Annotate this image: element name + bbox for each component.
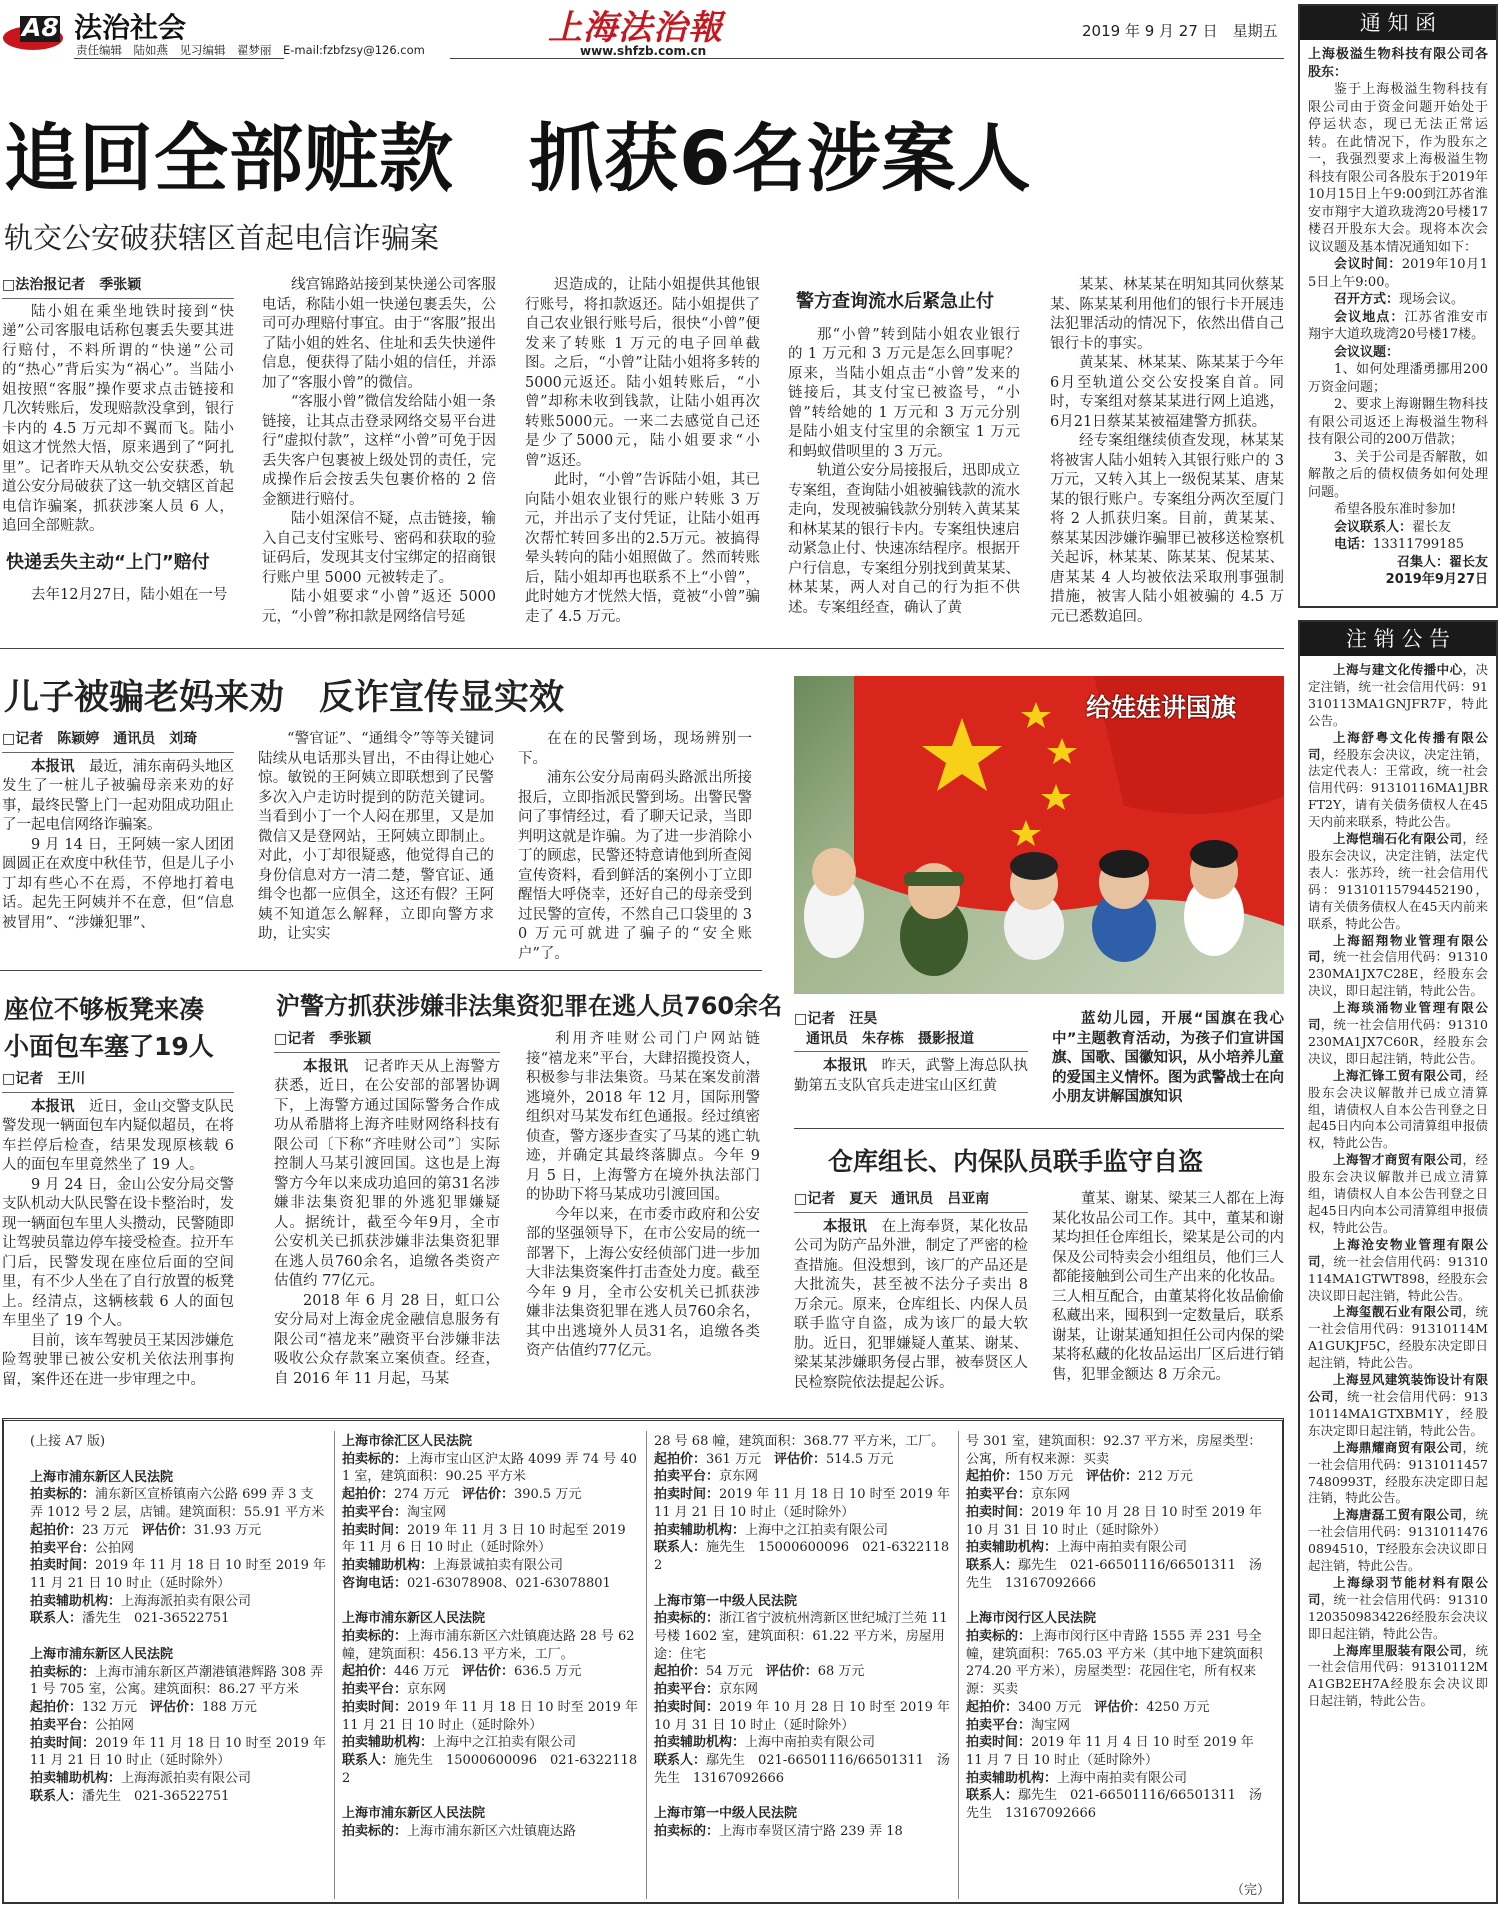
notice-title: 通 知 函 (1300, 6, 1496, 40)
auction-field: 拍卖时间：2019 年 11 月 18 日 10 时至 2019 年 11 月 21 日 10 时止（延时除外） (342, 1699, 638, 1733)
auction-divider-1 (334, 1431, 335, 1899)
auction-field: 拍卖标的：上海市浦东新区六灶镇鹿达路 28 号 62 幢，建筑面积：456.13 平方米，工厂。 (342, 1629, 635, 1662)
lead-col-4 (788, 276, 1020, 632)
auction-field: 起拍价：446 万元 评估价：636.5 万元 (342, 1664, 582, 1680)
paragraph: 上海韶翔物业管理有限公司，统一社会信用代码：91310230MA1JX7C28E，经股东会决议，即日起注销，特此公告。 (1308, 932, 1488, 999)
story3-col-1: □记者 王川 本报讯 近日，金山交警支队民警发现一辆面包车内疑似超员，在将车拦停后检查，结果发现原核载 6 人的面包车里竟然坐了 19 人。 9 月 24 日，金山公安分局交警支队机动大队民警在设卡整治时，发现一辆面包车里人头攒动，民警随即让驾驶员靠边停车接受检查。拉开车门后，民警发现在座位后面的空间里，有不少人坐在了自行放置的板凳上。经清点，这辆核载 6 人的面包车里坐了 19 个人。 目前，该车驾驶员王某因涉嫌危险驾驶罪已被公安机关依法刑事拘留，案件还在进一步审理之中。 (2, 1070, 234, 1410)
auction-field: 拍卖平台：淘宝网 (966, 1717, 1071, 1733)
auction-field: 拍卖辅助机构：上海中南拍卖有限公司 (966, 1770, 1188, 1786)
paragraph: 9 月 14 日，王阿姨一家人团团圆圆正在欢度中秋佳节，但是儿子小丁却有些心不在焉，不停地打着电话。起先王阿姨并不在意，但“信息被冒用”、“涉嫌犯罪”、 (2, 836, 234, 931)
auction-field: 联系人：鄢先生 021-66501116/66501311 汤先生 13167092666 (966, 1788, 1262, 1822)
paragraph: 蓝幼儿园，开展“国旗在我心中”主题教育活动，为孩子们宣讲国旗、国歌、国徽知识，从小培养儿童的爱国主义情怀。图为武警战士在向小朋友讲解国旗知识 (1052, 1011, 1284, 1105)
paragraph: 本报讯 在上海奉贤，某化妆品公司为防产品外泄，制定了严密的检查措施。但没想到，该厂的产品还是大批流失，甚至被不法分子卖出 8 万余元。原来，仓库组长、内保人员联手监守自盗，成为该厂的最大软肋。近日，犯罪嫌疑人董某、谢某、梁某某涉嫌职务侵占罪，被奉贤区人民检察院依法提起公诉。 (794, 1217, 1028, 1391)
story5-top-rule (794, 1128, 1284, 1129)
auction-field: 联系人：潘先生 021-36522751 (30, 1611, 230, 1627)
paragraph: 本报讯 记者昨天从上海警方获悉，近日，在公安部的部署协调下，上海警方通过国际警务合作成功从希腊将上海齐哇财网络科技有限公司〔下称“齐哇财公司”〕实际控制人马某引渡回国。这也是上海警方今年以来成功追回的第31名涉嫌非法集资犯罪的外逃犯罪嫌疑人。据统计，截至今年9月，全市公安机关已抓获涉嫌非法集资犯罪在逃人员760余名，追缴各类资产估值约 77亿元。 (274, 1057, 500, 1289)
paragraph: 本报讯 最近，浦东南码头地区发生了一桩儿子被骗母亲来劝的好事，最终民警上门一起劝阻成功阻止了一起电信网络诈骗案。 (2, 757, 234, 833)
lead-col-2 (262, 276, 496, 632)
paragraph: 会议地点：江苏省淮安市翔宇大道玖珑湾20号楼17楼。 (1308, 309, 1488, 342)
lead-col-1: □法治报记者 季张颖 陆小姐在乘坐地铁时接到“快递”公司客服电话称包裹丢失要其进行赔付，不料所谓的“快递”公司的“热心”背后实为“祸心”。当陆小姐按照“客服”操作要求点击链接和几次转账后，发现赔款没拿到，银行卡内的 4.5 万元却不翼而飞。陆小姐这才恍然大悟，原来遇到了“阿扎里”。记者昨天从轨交公安获悉，轨道公安分局破获了这一轨交辖区首起电信诈骗案，抓获涉案人员 6 人，追回全部赃款。 快递丢失主动“上门”赔付 去年12月27日，陆小姐在一号 (2, 276, 234, 626)
auction-field: 拍卖标的：上海市浦东新区六灶镇鹿达路 (342, 1824, 577, 1840)
lead-col-3 (525, 276, 760, 632)
masthead-rule (74, 58, 284, 59)
paragraph: 上海昱风建筑装饰设计有限公司，统一社会信用代码：91310114MA1GTXBM1Y，经股东决定即日起注销，特此公告。 (1308, 1372, 1488, 1438)
paragraph: 9 月 24 日，金山公安分局交警支队机动大队民警在设卡整治时，发现一辆面包车里人头攒动，民警随即让驾驶员靠边停车接受检查。拉开车门后，民警发现在座位后面的空间里，有不少人坐在了自行放置的板凳上。经清点，这辆核载 6 人的面包车里坐了 19 个人。 (2, 1176, 234, 1329)
paragraph: 上海舒粤文化传播有限公司，经股东会决议，决定注销，法定代表人：王常政，统一社会信用代码：91310116MA1JBRFT2Y，请有关债务债权人在45天内前来联系，特此公告。 (1308, 729, 1488, 830)
issue-date: 2019 年 9 月 27 日 星期五 (1082, 22, 1278, 40)
auction-field: 拍卖平台：淘宝网 (342, 1504, 447, 1520)
auction-field: 起拍价：3400 万元 评估价：4250 万元 (966, 1699, 1210, 1715)
auction-field: 拍卖标的：浦东新区宣桥镇南六公路 699 弄 3 支弄 1012 号 2 层，店铺。建筑面积：55.91 平方米 (30, 1487, 325, 1521)
auction-field: 拍卖辅助机构：上海中之江拍卖有限公司 (342, 1735, 577, 1751)
auction-field: 拍卖平台：京东网 (654, 1469, 759, 1485)
auction-field: 拍卖标的：上海市宝山区沪太路 4099 弄 74 号 401 室，建筑面积：90.25 平方米 (342, 1451, 637, 1485)
paragraph: 会议议题： (1334, 344, 1400, 360)
auction-field: 联系人：鄢先生 021-66501116/66501311 汤先生 13167092666 (966, 1557, 1262, 1591)
paragraph: 某某、林某某在明知其同伙蔡某某、陈某某利用他们的银行卡开展违法犯罪活动的情况下，依然出借自己银行卡的事实。 (1050, 277, 1284, 352)
paragraph: 上海琰涌物业管理有限公司，统一社会信用代码：91310230MA1JX7C60R，经股东会决议，即日起注销，特此公告。 (1308, 1000, 1488, 1066)
masthead-rule-2 (450, 58, 1284, 59)
paragraph: 上海智才商贸有限公司，经股东会决议解散并已成立清算组，请债权人自本公告刊登之日起45日内向本公司清算组申报债权，特此公告。 (1308, 1152, 1488, 1235)
story2-headline: 儿子被骗老妈来劝 反诈宣传显实效 (4, 678, 565, 718)
website: www.shfzb.com.cn (580, 44, 707, 58)
auction-field: 起拍价：54 万元 评估价：68 万元 (654, 1664, 865, 1680)
auction-text: 28 号 68 幢，建筑面积：368.77 平方米，工厂。 (654, 1434, 945, 1449)
paragraph: 陆小姐深信不疑，点击链接，输入自己支付宝账号、密码和获取的验证码后，发现其支付宝绑定的招商银行账户里 5000 元被转走了。 (262, 511, 496, 586)
story4-headline: 沪警方抓获涉嫌非法集资犯罪在逃人员760余名 (276, 992, 783, 1020)
auction-field: 拍卖时间：2019 年 11 月 18 日 10 时至 2019 年 11 月 21 日 10 时止（延时除外） (30, 1558, 326, 1591)
cancel-box (1298, 620, 1498, 1904)
paragraph: 经专案组继续侦查发现，林某某将被害人陆小姐转入其银行账户的 3 万元，又转入其上一级倪某某、唐某某的银行账户。专案组分两次至厦门将 2 人抓获归案。目前，黄某某、蔡某某因涉嫌诈骗罪已被移送检察机关起诉，林某某、陈某某、倪某某、唐某某 4 人均被依法采取刑事强制措施，被害人陆小姐被骗的 4.5 万元已悉数追回。 (1050, 433, 1284, 625)
paragraph: 陆小姐要求“小曾”返还 5000 元，“小曾”称扣款是网络信号延 (262, 589, 496, 625)
auction-field: 拍卖时间：2019 年 10 月 28 日 10 时至 2019 年 10 月 31 日 10 时止（延时除外） (654, 1699, 951, 1733)
auction-divider-2 (646, 1431, 647, 1899)
auction-divider-3 (958, 1431, 959, 1899)
auction-col-3 (654, 1433, 952, 1901)
paragraph: 今年以来，在市委市政府和公安部的坚强领导下，在市公安局的统一部署下，上海公安经侦部门进一步加大非法集资案件打击查处力度。截至今年 9 月，全市公安机关已抓获涉嫌非法集资犯罪在逃人员760余名，其中出逃境外人员31名，追缴各类资产估值约77亿元。 (526, 1206, 760, 1359)
auction-end: （完） (1230, 1883, 1270, 1898)
story2-col-1: □记者 陈颖婷 通讯员 刘琦 本报讯 最近，浦东南码头地区发生了一桩儿子被骗母亲来劝的好事，最终民警上门一起劝阻成功阻止了一起电信网络诈骗案。 9 月 14 日，王阿姨一家人团团圆圆正在欢度中秋佳节，但是儿子小丁却有些心不在焉，不停地打着电话。起先王阿姨并不在意，但“信息被冒用”、“涉嫌犯罪”、 (2, 730, 234, 965)
paragraph: 此时，“小曾”告诉陆小姐，其已向陆小姐农业银行的账户转账 3 万元，并出示了支付凭证，让陆小姐再次帮忙转回多出的2.5万元。被搞得晕头转向的陆小姐照做了。然而转账后，陆小姐却再也联系不上“小曾”，此时她方才恍然大悟，竟被“小曾”骗走了 4.5 万元。 (525, 472, 760, 625)
paragraph: 上海库里服装有限公司，统一社会信用代码：91310112MA1GB2EH7A经股东会决议即日起注销，特此公告。 (1308, 1642, 1488, 1709)
paragraph: 2018 年 6 月 28 日，虹口公安分局对上海金虎金融信息服务有限公司“禧龙来”融资平台涉嫌非法吸收公众存款案立案侦查。经查，自 2016 年 11 月起，马某 (274, 1292, 500, 1387)
auction-court: 上海市浦东新区人民法院 (30, 1469, 174, 1485)
paragraph: 陆小姐在乘坐地铁时接到“快递”公司客服电话称包裹丢失要其进行赔付，不料所谓的“快递”公司的“热心”背后实为“祸心”。当陆小姐按照“客服”操作要求点击链接和几次转账后，发现赔款没拿到，银行卡内的 4.5 万元却不翼而飞。陆小姐这才恍然大悟，原来遇到了“阿扎里”。记者昨天从轨交公安获悉，轨道公安分局破获了这一轨交辖区首起电信诈骗案，抓获涉案人员 6 人，追回全部赃款。 (2, 303, 234, 534)
auction-field: 拍卖辅助机构：上海海派拍卖有限公司 (30, 1770, 252, 1786)
auction-field: 拍卖辅助机构：上海海派拍卖有限公司 (30, 1593, 252, 1609)
paragraph: 希望各股东准时参加! (1334, 502, 1457, 517)
paragraph: 黄某某、林某某、陈某某于今年6月至轨道公交公安投案自首。同时，专案组对蔡某某进行网上追逃，6月21日蔡某某被福建警方抓获。 (1050, 355, 1284, 430)
photo-col-2 (1052, 1010, 1284, 1120)
auction-field: 拍卖时间：2019 年 11 月 18 日 10 时至 2019 年 11 月 21 日 10 时止（延时除外） (654, 1487, 951, 1520)
paragraph: “客服小曾”微信发给陆小姐一条链接，让其点击登录网络交易平台进行“虚拟付款”，这样“小曾”可免于因丢失客户包裹被上级处罚的责任，完成操作后会按丢失包裹价格的 2 倍金额进行赔付。 (262, 394, 496, 508)
auction-field: 起拍价：23 万元 评估价：31.93 万元 (30, 1522, 262, 1538)
auction-field: 拍卖平台：公拍网 (30, 1717, 135, 1733)
notice-box: 通 知 函 上海极溢生物科技有限公司各股东： 鉴于上海极溢生物科技有限公司由于资金问题开始处于停运状态，现已无法正常运转。在此情况下，作为股东之一，我强烈要求上海极溢生物科技有限公司各股东于2019年10月15日上午9:00到江苏省淮安市翔宇大道玖珑湾20号楼17楼召开股东大会。现将本次会议议题及基本情况通知如下： 会议时间：2019年10月15日上午9:00。 召开方式：现场会议。 会议地点：江苏省淮安市翔宇大道玖珑湾20号楼17楼。 会议议题： 1、如何处理潘勇挪用200万资金问题； 2、要求上海谢翾生物科技有限公司返还上海极溢生物科技有限公司的200万借款； 3、关于公司是否解散，如解散之后的债权债务如何处理问题。 希望各股东准时参加! 会议联系人：翟长友 电话：13311799185 召集人：翟长友 2019年9月27日 (1298, 4, 1498, 608)
paragraph: 上海与建文化传播中心，决定注销，统一社会信用代码：91310113MA1GNJFR7F，特此公告。 (1308, 662, 1488, 728)
section-title: 法治社会 (74, 11, 187, 44)
lead-subtitle-1: 快递丢失主动“上门”赔付 (6, 551, 210, 573)
auction-field: 拍卖平台：京东网 (342, 1682, 447, 1698)
paragraph: 那“小曾”转到陆小姐农业银行的 1 万元和 3 万元是怎么回事呢？原来，当陆小姐点击“小曾”发来的链接后，其支付宝已被盗号，“小曾”转给她的 1 万元和 3 万元分别是陆小姐支付宝里的余额宝 1 万元和蚂蚁借呗里的 3 万元。 (788, 326, 1020, 460)
auction-field: 起拍价：274 万元 评估价：390.5 万元 (342, 1487, 582, 1503)
paragraph: 利用齐哇财公司门户网站链接“禧龙来”平台，大肆招揽投资人，积极参与非法集资。马某在案发前潜逃境外，2018 年 12 月，国际刑警组织对马某发布红色通报。经过缜密侦查，警方逐步查实了马某的逃亡轨迹，并确定其最终落脚点。今年 9 月 5 日，上海警方在境外执法部门的协助下将马某成功引渡回国。 (526, 1031, 760, 1203)
auction-court: 上海市浦东新区人民法院 (342, 1611, 486, 1627)
auction-field: 拍卖平台：京东网 (654, 1682, 759, 1698)
paragraph: 上海玺靓石业有限公司，统一社会信用代码：91310114MA1GUKJF5C，经股东决定即日起注销，特此公告。 (1308, 1304, 1488, 1371)
paragraph: 浦东公安分局南码头路派出所接报后，立即指派民警到场。出警民警问了事情经过，看了聊天记录，当即判明这就是诈骗。为了进一步消除小丁的顾虑，民警还特意请他到所查阅宣传资料，看到鲜活的案例小丁立即醒悟大呼侥幸，还好自己的母亲受到过民警的宣传，不然自己口袋里的 30 万元可就进了骗子的“安全账户”了。 (518, 770, 752, 962)
editors-line: 责任编辑 陆如燕 见习编辑 翟梦丽 E-mail:fzbfzsy@126.com (76, 43, 425, 57)
auction-field: 起拍价：132 万元 评估价：188 万元 (30, 1700, 257, 1716)
paragraph: 本报讯 昨天，武警上海总队执勤第五支队官兵走进宝山区红黄 (794, 1057, 1028, 1094)
auction-col-2 (342, 1433, 638, 1901)
paragraph: 轨道公安分局接报后，迅即成立专案组，查询陆小姐被骗钱款的流水走向，发现被骗钱款分别转入黄某某和林某某的银行卡内。专案组快速启动紧急止付、快速冻结程序。根据开户行信息，专案组分别找到黄某某、林某某，两人对自己的行为拒不供述。专案组经查，确认了黄 (788, 463, 1020, 616)
auction-field: 拍卖时间：2019 年 11 月 4 日 10 时至 2019 年 11 月 7 日 10 时止（延时除外） (966, 1735, 1254, 1768)
paragraph: 目前，该车驾驶员王某因涉嫌危险驾驶罪已被公安机关依法刑事拘留，案件还在进一步审理之中。 (2, 1332, 234, 1388)
auction-col-4 (966, 1433, 1266, 1901)
paragraph: 线宫锦路站接到某快递公司客服电话，称陆小姐一快递包裹丢失，公司可办理赔付事宜。由于“客服”报出了陆小姐的姓名、住址和丢失快递件信息，便获得了陆小姐的信任，并添加了“客服小曾”的微信。 (262, 277, 496, 391)
auction-col-1 (30, 1433, 326, 1901)
auction-field: 咨询电话：021-63078908、021-63078801 (342, 1575, 611, 1591)
story3-headline-1: 座位不够板凳来凑 (4, 995, 205, 1024)
paragraph: 会议时间：2019年10月15日上午9:00。 (1308, 257, 1488, 290)
auction-box (2, 1418, 1284, 1904)
lead-headline: 追回全部赃款 抓获6名涉案人 (4, 116, 1032, 202)
lead-col-5 (1050, 276, 1284, 632)
paragraph: “警官证”、“通缉令”等等关键词陆续从电话那头冒出，不由得让她心惊。敏锐的王阿姨立即联想到了民警多次入户走访时提到的防范关键词。当看到小丁一个人闷在那里，又是加微信又是登网站，王阿姨立即制止。对此，小丁却很疑惑，他觉得自己的身份信息对方一清二楚，警官证、通缉令也都一应俱全，这还有假？王阿姨不知道怎么解释，立即向警方求助，让实实 (258, 731, 494, 942)
auction-text: 号 301 室，建筑面积：92.37 平方米，房屋类型：公寓，所有权来源：买卖 (966, 1434, 1262, 1467)
story5-col-2 (1052, 1190, 1284, 1412)
auction-field: 拍卖辅助机构：上海中之江拍卖有限公司 (654, 1522, 889, 1538)
auction-court: 上海市浦东新区人民法院 (342, 1806, 486, 1822)
story5-headline: 仓库组长、内保队员联手监守自盗 (828, 1147, 1204, 1176)
lead-bottom-rule (0, 648, 1284, 649)
auction-court: 上海市第一中级人民法院 (654, 1806, 798, 1822)
paragraph: 迟造成的，让陆小姐提供其他银行账号，将扣款返还。陆小姐提供了自己农业银行账号后，很快“小曾”便发来了转账 1 万元的电子回单截图。之后，“小曾”让陆小姐将多转的5000元返还。陆小姐转账后，“小曾”却称未收到钱款，让陆小姐再次转账5000元。一来二去感觉自己还是少了5000元，陆小姐要求“小曾”返还。 (525, 277, 760, 469)
story4-col-1: □记者 季张颖 本报讯 记者昨天从上海警方获悉，近日，在公安部的部署协调下，上海警方通过国际警务合作成功从希腊将上海齐哇财网络科技有限公司〔下称“齐哇财公司”〕实际控制人马某引渡回国。这也是上海警方今年以来成功追回的第31名涉嫌非法集资犯罪的外逃犯罪嫌疑人。据统计，截至今年9月，全市公安机关已抓获涉嫌非法集资犯罪在逃人员760余名，追缴各类资产估值约 77亿元。 2018 年 6 月 28 日，虹口公安分局对上海金虎金融信息服务有限公司“禧龙来”融资平台涉嫌非法吸收公众存款案立案侦查。经查，自 2016 年 11 月起，马某 (274, 1030, 500, 1412)
story4-col-2 (526, 1030, 760, 1412)
paragraph: 上海唐磊工贸有限公司，统一社会信用代码：91310114760894510，T经股东会决议即日起注销，特此公告。 (1308, 1507, 1488, 1574)
auction-court: 上海市第一中级人民法院 (654, 1593, 798, 1609)
auction-field: 联系人：施先生 15000600096 021-63221182 (654, 1540, 950, 1573)
photo-caption-title: 给娃娃讲国旗 (1086, 693, 1237, 722)
auction-field: 联系人：鄢先生 021-66501116/66501311 汤先生 13167092666 (654, 1752, 950, 1786)
flag-photo (794, 676, 1284, 994)
story2-bottom-rule (0, 970, 762, 971)
auction-court: 上海市闵行区人民法院 (966, 1611, 1097, 1627)
auction-field: 拍卖平台：京东网 (966, 1487, 1071, 1503)
paragraph: 1、如何处理潘勇挪用200万资金问题； (1308, 362, 1488, 395)
lead-subhead: 轨交公安破获辖区首起电信诈骗案 (4, 221, 440, 255)
auction-field: 起拍价：361 万元 评估价：514.5 万元 (654, 1451, 894, 1467)
paragraph: 上海沧安物业管理有限公司，统一社会信用代码：91310114MA1GTWT898，经股东会决议即日起注销，特此公告。 (1308, 1236, 1488, 1303)
paragraph: 上海绿羽节能材料有限公司，统一社会信用代码：91310120350983422​6经股东会决议即日起注销，特此公告。 (1308, 1574, 1488, 1641)
paragraph: 3、关于公司是否解散，如解散之后的债权债务如何处理问题。 (1308, 449, 1488, 500)
auction-field: 拍卖标的：浙江省宁波杭州湾新区世纪城汀兰苑 11 号楼 1602 室，建筑面积：61.22 平方米，房屋用途：住宅 (654, 1611, 948, 1662)
auction-field: 起拍价：150 万元 评估价：212 万元 (966, 1469, 1193, 1485)
paragraph: 董某、谢某、梁某三人都在上海某化妆品公司工作。其中，董某和谢某均担任仓库组长，梁某是公司的内保及公司特卖会小组组员，他们三人都能接触到公司生产出来的化妆品。三人相互配合，由董某将化妆品偷偷私藏出来，囤积到一定数量后，联系谢某，让谢某通知担任公司内保的梁某将私藏的化妆品运出厂区后进行销售，犯罪金额达 8 万余元。 (1052, 1191, 1284, 1383)
photo-col-1: □记者 汪昊 通讯员 朱存栋 摄影报道 本报讯 昨天，武警上海总队执勤第五支队官兵走进宝山区红黄 (794, 1010, 1028, 1120)
auction-field: 拍卖平台：公拍网 (30, 1540, 135, 1556)
paragraph: 召开方式：现场会议。 (1334, 292, 1465, 307)
paragraph: 上海鼎耀商贸有限公司，统一社会信用代码：91310114577480993T，经股东决定即日起注销，特此公告。 (1308, 1439, 1488, 1506)
auction-field: 联系人：潘先生 021-36522751 (30, 1788, 230, 1804)
paragraph: 去年12月27日，陆小姐在一号 (31, 587, 228, 603)
story3-headline-2: 小面包车塞了19人 (4, 1032, 214, 1061)
auction-text: (上接 A7 版) (30, 1434, 106, 1449)
auction-field: 拍卖标的：上海市闵行区中青路 1555 弄 231 号全幢，建筑面积：765.03 平方米（其中地下建筑面积 274.20 平方米），房屋类型：花园住宅，所有权来源：买卖 (966, 1629, 1263, 1698)
story5-col-1: □记者 夏天 通讯员 吕亚南 本报讯 在上海奉贤，某化妆品公司为防产品外泄，制定了严密的检查措施。但没想到，该厂的产品还是大批流失，甚至被不法分子卖出 8 万余元。原来，仓库组长、内保人员联手监守自盗，成为该厂的最大软肋。近日，犯罪嫌疑人董某、谢某、梁某某涉嫌职务侵占罪，被奉贤区人民检察院依法提起公诉。 (794, 1190, 1028, 1412)
paragraph: 上海汇锋工贸有限公司，经股东会决议解散并已成立清算组，请债权人自本公告刊登之日起45日内向本公司清算组申报债权，特此公告。 (1308, 1067, 1488, 1151)
auction-field: 拍卖辅助机构：上海中南拍卖有限公司 (966, 1540, 1188, 1556)
lead-subtitle-2: 警方查询流水后紧急止付 (796, 291, 994, 312)
auction-field: 拍卖标的：上海市浦东新区芦潮港镇港辉路 308 弄 1 号 705 室，公寓。建筑面积：86.27 平方米 (30, 1664, 324, 1698)
auction-court: 上海市浦东新区人民法院 (30, 1647, 174, 1663)
paragraph: 在在的民警到场，现场辨别一下。 (518, 731, 752, 767)
paragraph: 2、要求上海谢翾生物科技有限公司返还上海极溢生物科技有限公司的200万借款； (1308, 397, 1488, 447)
paragraph: 本报讯 近日，金山交警支队民警发现一辆面包车内疑似超员，在将车拦停后检查，结果发现原核载 6 人的面包车里竟然坐了 19 人。 (2, 1097, 234, 1173)
story2-col-2 (258, 730, 494, 965)
auction-field: 拍卖时间：2019 年 11 月 3 日 10 时起至 2019 年 11 月 6 日 10 时止（延时除外） (342, 1522, 626, 1556)
auction-field: 拍卖时间：2019 年 11 月 18 日 10 时至 2019 年 11 月 21 日 10 时止（延时除外） (30, 1735, 326, 1769)
auction-field: 联系人：施先生 15000600096 021-63221182 (342, 1752, 638, 1786)
cancel-title: 注 销 公 告 (1300, 622, 1496, 656)
auction-field: 拍卖标的：上海市奉贤区清宁路 239 弄 18 (654, 1824, 903, 1840)
page-label: A8 (2, 10, 64, 50)
auction-field: 拍卖辅助机构：上海中南拍卖有限公司 (654, 1735, 876, 1751)
auction-field: 拍卖辅助机构：上海景诚拍卖有限公司 (342, 1557, 564, 1573)
story2-col-3 (518, 730, 752, 965)
auction-court: 上海市徐汇区人民法院 (342, 1434, 473, 1449)
auction-field: 拍卖时间：2019 年 10 月 28 日 10 时至 2019 年 10 月 31 日 10 时止（延时除外） (966, 1504, 1263, 1538)
paragraph: 上海恺瑞石化有限公司，经股东会决议，决定注销，法定代表人：张苏玲，统一社会信用代码：91310115794452190，请有关债务债权人在45天内前来联系，特此公告。 (1308, 831, 1488, 931)
paper-name: 上海法治報 (548, 8, 723, 48)
